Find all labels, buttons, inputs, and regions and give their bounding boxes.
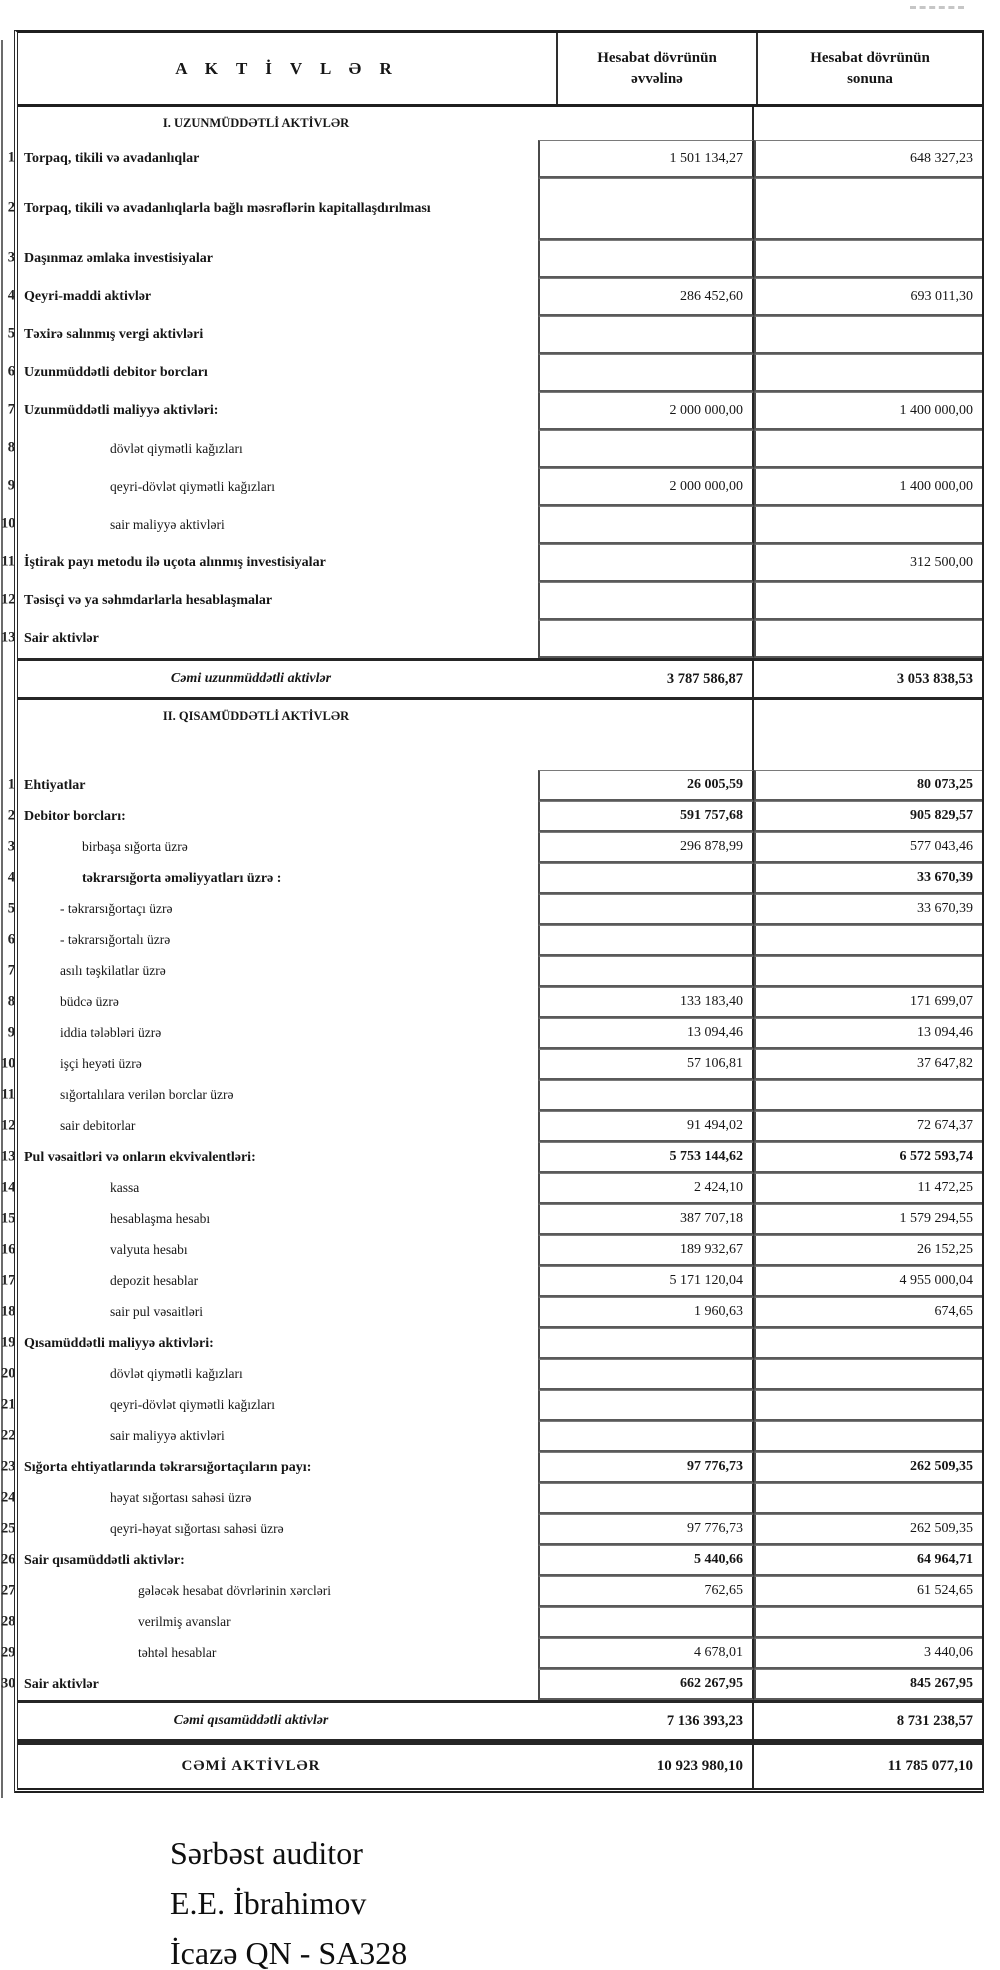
- value-period-start: [538, 354, 754, 392]
- row-number: 8: [7, 993, 15, 1009]
- value-period-start: [538, 1080, 754, 1111]
- row-number: 17: [1, 1272, 15, 1288]
- signature-block: [170, 1828, 407, 1970]
- row-label: sığortalılara verilən borclar üzrə: [60, 1087, 234, 1103]
- table-row: [1, 582, 982, 620]
- row-number: 10: [1, 515, 15, 532]
- value-period-end: 312 500,00: [754, 544, 982, 582]
- row-number: 7: [7, 401, 15, 418]
- table-row: [18, 700, 982, 770]
- value-period-start: [538, 1390, 754, 1421]
- row-label: dövlət qiymətli kağızları: [110, 440, 243, 456]
- value-period-end: 61 524,65: [754, 1576, 982, 1607]
- table-row: [1, 1049, 982, 1080]
- value-period-end: [754, 956, 982, 987]
- value-period-end: 3 053 838,53: [896, 670, 973, 687]
- row-label: dövlət qiymətli kağızları: [110, 1366, 243, 1382]
- table-row: [18, 1700, 982, 1742]
- row-number: 5: [7, 900, 15, 916]
- table-row: [7, 240, 982, 278]
- value-period-start: 97 776,73: [538, 1514, 754, 1545]
- value-period-start: 5 171 120,04: [538, 1266, 754, 1297]
- value-period-start: [538, 178, 754, 240]
- row-label: İştirak payı metodu ilə uçota alınmış investisiyalar: [24, 555, 326, 571]
- value-period-end: 648 327,23: [754, 140, 982, 178]
- table-row: [1, 1514, 982, 1545]
- row-label: - təkrarsığortaçı üzrə: [60, 901, 173, 917]
- row-label: Təxirə salınmış vergi aktivləri: [24, 327, 204, 343]
- table-header-row: [18, 33, 982, 107]
- value-period-start: 1 960,63: [538, 1297, 754, 1328]
- row-label: - təkrarsığortalı üzrə: [60, 932, 171, 948]
- row-number: 15: [1, 1210, 15, 1226]
- value-period-end: [754, 506, 982, 544]
- value-period-end: 4 955 000,04: [754, 1266, 982, 1297]
- row-number: 8: [7, 439, 15, 456]
- value-period-start: 2 424,10: [538, 1173, 754, 1204]
- row-number: 20: [1, 1365, 15, 1381]
- row-number: 13: [1, 1148, 15, 1164]
- row-label: verilmiş avanslar: [138, 1614, 231, 1630]
- balance-table-body: [1, 107, 982, 1788]
- value-period-end: [754, 316, 982, 354]
- row-label: Uzunmüddətli debitor borcları: [24, 365, 208, 381]
- value-period-end: 26 152,25: [754, 1235, 982, 1266]
- row-label: Uzunmüddətli maliyyə aktivləri:: [24, 403, 219, 419]
- value-period-end: [754, 620, 982, 658]
- row-label: təkrarsığorta əməliyyatları üzrə :: [82, 870, 282, 886]
- value-period-start: [538, 240, 754, 278]
- row-label: depozit hesablar: [110, 1273, 199, 1289]
- row-number: 22: [1, 1427, 15, 1443]
- value-period-start: 762,65: [538, 1576, 754, 1607]
- header-period-start-line2: əvvəlinə: [631, 70, 683, 87]
- table-row: [7, 925, 982, 956]
- value-period-end: 905 829,57: [754, 801, 982, 832]
- row-number: 27: [1, 1582, 15, 1598]
- row-number: 9: [7, 1024, 15, 1040]
- row-number: 12: [1, 591, 15, 608]
- value-period-end: 37 647,82: [754, 1049, 982, 1080]
- value-period-start: [538, 925, 754, 956]
- row-number: 13: [1, 629, 15, 646]
- table-row: [1, 544, 982, 582]
- table-row: [1, 1080, 982, 1111]
- row-label: qeyri-dövlət qiymətli kağızları: [110, 1397, 275, 1413]
- row-label: Ehtiyatlar: [24, 777, 86, 793]
- value-period-start: 3 787 586,87: [538, 661, 754, 697]
- table-row: [7, 278, 982, 316]
- row-number: 1: [7, 149, 15, 166]
- header-period-end: [758, 33, 982, 104]
- table-row: [1, 1142, 982, 1173]
- row-number: 10: [1, 1055, 15, 1071]
- row-label: Sair aktivlər: [24, 1676, 99, 1692]
- table-row: [7, 316, 982, 354]
- row-label: sair debitorlar: [60, 1118, 136, 1134]
- value-period-start: [538, 430, 754, 468]
- value-period-end: [754, 1328, 982, 1359]
- value-period-start: [538, 506, 754, 544]
- table-row: [1, 620, 982, 658]
- header-assets-title: A K T İ V L Ə R: [18, 33, 558, 104]
- table-row: [7, 770, 982, 801]
- row-label: Cəmi qısamüddətli aktivlər: [173, 1713, 329, 1729]
- value-period-end: [754, 1080, 982, 1111]
- value-period-start: [538, 1607, 754, 1638]
- row-label: birbaşa sığorta üzrə: [82, 839, 188, 855]
- table-row: [1, 1576, 982, 1607]
- row-label: qeyri-həyat sığortası sahəsi üzrə: [110, 1521, 284, 1537]
- value-period-end: [754, 107, 982, 140]
- table-row: [1, 1266, 982, 1297]
- value-period-end: 13 094,46: [754, 1018, 982, 1049]
- value-period-start: [538, 1483, 754, 1514]
- value-period-start: [538, 1328, 754, 1359]
- row-number: 21: [1, 1396, 15, 1412]
- value-period-start: [538, 956, 754, 987]
- row-label: təhtəl hesablar: [138, 1645, 217, 1661]
- row-label: asılı təşkilatlar üzrə: [60, 963, 166, 979]
- row-label: Qısamüddətli maliyyə aktivləri:: [24, 1335, 214, 1351]
- value-period-end: 8 731 238,57: [896, 1712, 973, 1729]
- value-period-start: 296 878,99: [538, 832, 754, 863]
- table-row: [1, 1545, 982, 1576]
- signature-role: Sərbəst auditor: [170, 1835, 363, 1871]
- value-period-start: [538, 894, 754, 925]
- table-row: [18, 1742, 982, 1788]
- table-row: [1, 1328, 982, 1359]
- row-number: 19: [1, 1334, 15, 1350]
- value-period-end: 11 785 077,10: [887, 1758, 973, 1774]
- row-number: 3: [7, 249, 15, 266]
- row-number: 4: [7, 869, 15, 885]
- row-number: 23: [1, 1458, 15, 1474]
- table-row: [1, 1173, 982, 1204]
- value-period-end: 262 509,35: [754, 1452, 982, 1483]
- row-label: Qeyri-maddi aktivlər: [24, 289, 152, 305]
- value-period-end: 3 440,06: [754, 1638, 982, 1669]
- row-label: Daşınmaz əmlaka investisiyalar: [24, 251, 213, 267]
- row-label: həyat sığortası sahəsi üzrə: [110, 1490, 252, 1506]
- row-number: 14: [1, 1179, 15, 1195]
- row-label: CƏMİ AKTİVLƏR: [181, 1758, 321, 1775]
- table-row: [1, 1390, 982, 1421]
- table-row: [7, 956, 982, 987]
- table-row: [7, 863, 982, 894]
- value-period-start: 286 452,60: [538, 278, 754, 316]
- balance-table: [1, 30, 984, 1793]
- row-label: kassa: [110, 1180, 140, 1196]
- value-period-start: [538, 316, 754, 354]
- value-period-end: 262 509,35: [754, 1514, 982, 1545]
- header-period-start: [558, 33, 758, 104]
- value-period-start: [538, 1421, 754, 1452]
- row-label: sair maliyyə aktivləri: [110, 516, 225, 532]
- row-number: 4: [7, 287, 15, 304]
- row-number: 11: [1, 553, 15, 570]
- table-row: [1, 1607, 982, 1638]
- table-row: [7, 392, 982, 430]
- value-period-end: 80 073,25: [754, 770, 982, 801]
- table-row: [1, 506, 982, 544]
- value-period-start: 4 678,01: [538, 1638, 754, 1669]
- value-period-start: 5 440,66: [538, 1545, 754, 1576]
- value-period-end: 171 699,07: [754, 987, 982, 1018]
- value-period-start: 662 267,95: [538, 1669, 754, 1700]
- table-row: [1, 1111, 982, 1142]
- table-row: [1, 1204, 982, 1235]
- row-number: 24: [1, 1489, 15, 1505]
- row-number: 9: [7, 477, 15, 494]
- value-period-end: [754, 178, 982, 240]
- value-period-start: 1 501 134,27: [538, 140, 754, 178]
- value-period-start: [538, 544, 754, 582]
- row-label: işçi heyəti üzrə: [60, 1056, 142, 1072]
- row-label: gələcək hesabat dövrlərinin xərcləri: [138, 1583, 332, 1599]
- value-period-start: 97 776,73: [538, 1452, 754, 1483]
- row-label: Debitor borcları:: [24, 808, 126, 824]
- row-label: Sair aktivlər: [24, 631, 99, 647]
- table-row: [1, 1638, 982, 1669]
- table-row: [1, 1297, 982, 1328]
- table-row: [1, 1359, 982, 1390]
- row-label: sair pul vəsaitləri: [110, 1304, 203, 1320]
- row-label: hesablaşma hesabı: [110, 1211, 211, 1227]
- value-period-start: 189 932,67: [538, 1235, 754, 1266]
- row-number: 7: [7, 962, 15, 978]
- table-row: [7, 468, 982, 506]
- value-period-start: [538, 620, 754, 658]
- value-period-start: 591 757,68: [538, 801, 754, 832]
- table-row: [7, 832, 982, 863]
- value-period-end: [754, 582, 982, 620]
- value-period-end: [754, 925, 982, 956]
- value-period-start: 133 183,40: [538, 987, 754, 1018]
- value-period-start: [538, 863, 754, 894]
- table-row: [7, 430, 982, 468]
- value-period-end: 693 011,30: [754, 278, 982, 316]
- row-number: 11: [1, 1086, 15, 1102]
- value-period-start: 387 707,18: [538, 1204, 754, 1235]
- header-period-end-line1: Hesabat dövrünün: [810, 49, 930, 66]
- table-row: [18, 107, 982, 140]
- row-number: 18: [1, 1303, 15, 1319]
- row-number: 6: [7, 931, 15, 947]
- header-period-start-line1: Hesabat dövrünün: [597, 49, 717, 66]
- value-period-end: [754, 240, 982, 278]
- table-row: [1, 1421, 982, 1452]
- row-label: iddia tələbləri üzrə: [60, 1025, 162, 1041]
- row-label: Pul vəsaitləri və onların ekvivalentləri:: [24, 1149, 256, 1165]
- value-period-end: 1 400 000,00: [754, 468, 982, 506]
- table-row: [1, 1452, 982, 1483]
- row-label: Sair qısamüddətli aktivlər:: [24, 1552, 185, 1568]
- value-period-start: 91 494,02: [538, 1111, 754, 1142]
- value-period-end: 577 043,46: [754, 832, 982, 863]
- table-row: [7, 894, 982, 925]
- value-period-end: [754, 430, 982, 468]
- value-period-end: [754, 354, 982, 392]
- value-period-start: 10 923 980,10: [538, 1745, 754, 1788]
- row-label: II. QISAMÜDDƏTLİ AKTİVLƏR: [162, 709, 350, 723]
- value-period-end: 64 964,71: [754, 1545, 982, 1576]
- value-period-end: 6 572 593,74: [754, 1142, 982, 1173]
- table-row: [7, 801, 982, 832]
- row-label: valyuta hesabı: [110, 1242, 188, 1258]
- table-row: [1, 1669, 982, 1700]
- value-period-start: [538, 1359, 754, 1390]
- value-period-end: 72 674,37: [754, 1111, 982, 1142]
- row-label: Torpaq, tikili və avadanlıqlarla bağlı məsrəflərin kapitallaşdırılması: [24, 201, 431, 217]
- row-label: Torpaq, tikili və avadanlıqlar: [24, 151, 200, 167]
- value-period-end: 1 579 294,55: [754, 1204, 982, 1235]
- value-period-start: 13 094,46: [538, 1018, 754, 1049]
- row-number: 26: [1, 1551, 15, 1567]
- table-row: [18, 658, 982, 700]
- value-period-start: [538, 582, 754, 620]
- row-label: Təsisçi və ya səhmdarlarla hesablaşmalar: [24, 593, 273, 609]
- value-period-end: [754, 700, 982, 770]
- value-period-start: 26 005,59: [538, 770, 754, 801]
- value-period-start: 2 000 000,00: [538, 468, 754, 506]
- table-row: [7, 354, 982, 392]
- value-period-end: 845 267,95: [754, 1669, 982, 1700]
- row-label: büdcə üzrə: [60, 994, 119, 1010]
- row-number: 3: [7, 838, 15, 854]
- row-number: 29: [1, 1644, 15, 1660]
- signature-license: İcazə QN - SA328: [170, 1935, 408, 1970]
- row-number: 5: [7, 325, 15, 342]
- scan-artifact-dashes: [910, 6, 964, 9]
- value-period-start: 7 136 393,23: [538, 1703, 754, 1739]
- table-row: [7, 140, 982, 178]
- row-number: 1: [7, 776, 15, 792]
- value-period-start: 57 106,81: [538, 1049, 754, 1080]
- row-label: sair maliyyə aktivləri: [110, 1428, 225, 1444]
- value-period-end: [754, 1390, 982, 1421]
- row-number: 16: [1, 1241, 15, 1257]
- row-number: 6: [7, 363, 15, 380]
- row-number: 28: [1, 1613, 15, 1629]
- row-label: I. UZUNMÜDDƏTLİ AKTİVLƏR: [162, 115, 350, 130]
- row-number: 30: [1, 1675, 15, 1691]
- row-number: 25: [1, 1520, 15, 1536]
- value-period-end: 33 670,39: [754, 894, 982, 925]
- table-row: [7, 178, 982, 240]
- table-row: [7, 1018, 982, 1049]
- value-period-start: 5 753 144,62: [538, 1142, 754, 1173]
- table-row: [1, 1235, 982, 1266]
- row-label: qeyri-dövlət qiymətli kağızları: [110, 478, 275, 494]
- value-period-end: 674,65: [754, 1297, 982, 1328]
- value-period-start: [538, 107, 754, 140]
- value-period-end: [754, 1483, 982, 1514]
- value-period-end: 33 670,39: [754, 863, 982, 894]
- value-period-end: [754, 1359, 982, 1390]
- value-period-end: 11 472,25: [754, 1173, 982, 1204]
- value-period-start: 2 000 000,00: [538, 392, 754, 430]
- row-number: 2: [7, 807, 15, 823]
- header-period-end-line2: sonuna: [847, 70, 893, 87]
- table-row: [7, 987, 982, 1018]
- row-number: 2: [7, 199, 15, 216]
- signature-name: E.E. İbrahimov: [170, 1885, 367, 1921]
- row-label: Sığorta ehtiyatlarında təkrarsığortaçıların payı:: [24, 1459, 312, 1475]
- value-period-end: [754, 1421, 982, 1452]
- value-period-end: [754, 1607, 982, 1638]
- value-period-end: 1 400 000,00: [754, 392, 982, 430]
- table-row: [1, 1483, 982, 1514]
- row-label: Cəmi uzunmüddətli aktivlər: [170, 671, 332, 687]
- value-period-start: [538, 700, 754, 770]
- row-number: 12: [1, 1117, 15, 1133]
